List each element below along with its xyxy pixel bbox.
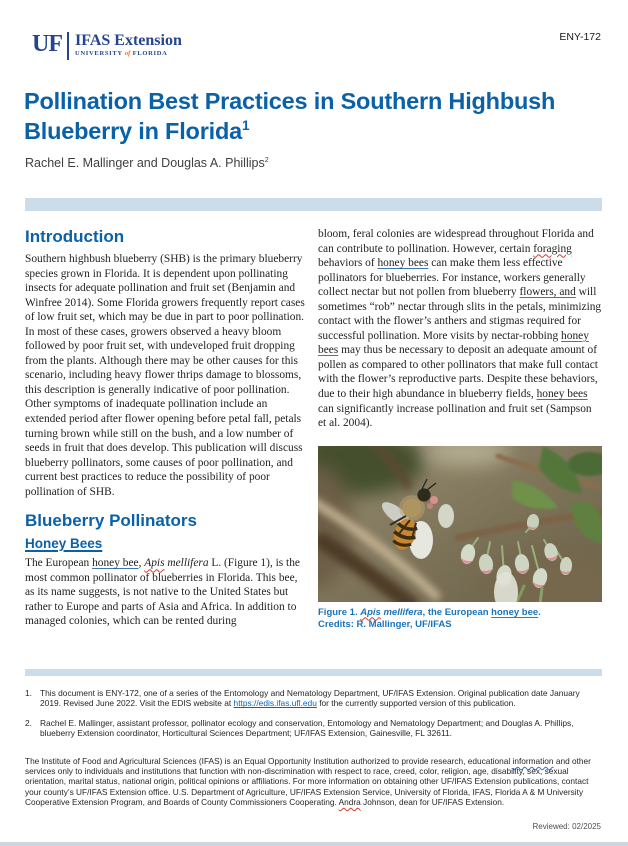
authors-line xyxy=(25,156,269,170)
text-segment: This document is ENY-172, one of a series of the Entomology and Nematology Department, UF/IFAS Extension. Original publication date January 2019. Revised June 2022. Visit the EDIS website at xyxy=(40,688,580,709)
text-segment: may thus be necessary to deposit an adequate amount of pollen as compared to other pollinators that make full contact with the flower’s reproductive parts. Despite these behaviors, due to their high abundance in blueberry fields, xyxy=(318,344,598,401)
text-segment: Apis xyxy=(144,557,165,570)
text-segment: , the European xyxy=(422,606,492,618)
inline-link[interactable]: flowers, and xyxy=(519,286,576,299)
text-segment: can make them less effective pollinators for blueberries. For instance, workers generally collect nectar but not pollen from blueberry xyxy=(318,257,586,299)
text-segment: Johnson, dean for UF/IFAS Extension. xyxy=(360,796,505,807)
text-segment: can significantly increase pollination and fruit set (Sampson et al. 2004). xyxy=(318,402,592,430)
uf-ifas-logo xyxy=(32,32,182,60)
figure1-photo-bee-on-blueberry-flowers xyxy=(318,446,602,602)
footnote-separator-band xyxy=(25,669,602,676)
text-segment: Southern highbush blueberry (SHB) is the primary blueberry species grown in Florida. It is dependent upon pollinating insects for adequate pollination and fruit set (Benjamin and Winfree 2014). Some Florida growers frequently report cases of low fruit set, which may be due in part to poor pollination. In most of these cases, growers observed a heavy bloom followed by poor fruit set, with undeveloped fruit dropping from the plants. Although there may be other causes for this scenario, including heavy flower thrips damage to blossoms, this description is generally indicative of poor pollination. Other symptoms of inadequate pollination include an extended period after flower opening before petal fall, petals turning brown while still on the bush, and a low number of seeds in fruit that does develop. This publication will discuss blueberry pollinators, some causes of poor pollination, and current best practices to reduce the possibility of poor pollination of SHB. xyxy=(25,253,305,498)
text-segment: foraging xyxy=(533,242,572,255)
blueberry-pollinators-heading: Blueberry Pollinators xyxy=(25,511,197,531)
continuation-paragraph xyxy=(318,227,602,431)
text-segment: L. (Figure 1), is the most common pollinator of blueberries in Florida. This bee, as its name suggests, is not native to the United States but rather to Europe and parts of Asia and Africa. In addition to managed colonies, which can be rented during xyxy=(25,557,300,628)
text-segment: Andra xyxy=(338,796,361,807)
logo-university-label: UNIVERSITY of FLORIDA xyxy=(75,50,168,57)
text-segment: , xyxy=(138,557,145,570)
page-title xyxy=(24,86,596,146)
text-segment: The European xyxy=(25,557,93,570)
text-segment: Pollination Best Practices in Southern Highbush Blueberry in Florida xyxy=(24,88,556,144)
figure1-credits: Credits: R. Mallinger, UF/IFAS xyxy=(318,619,452,631)
text-segment: mellifera xyxy=(383,606,423,618)
bottom-page-band xyxy=(0,842,628,846)
ifas-boilerplate xyxy=(25,756,602,807)
footnote-1-number: 1. xyxy=(25,688,32,698)
uf-logo-mark: UF xyxy=(32,31,62,57)
title-separator-band xyxy=(25,198,602,211)
logo-divider xyxy=(67,32,69,60)
text-segment: and other services only to individuals and institutions that function with non-discrimination with respect to race, creed, color, religion, age, disability, sex, sexual orientation, marital status, national origin, political opinions or affiliations. For more information on obtaining other UF/IFAS Extension publications, contact your county’s UF/IFAS Extension office. U.S. Department of Agriculture, UF/IFAS Extension Service, University of Florida, IFAS, Florida A & M University Cooperative Extension Program, and Boards of County Commissioners Cooperating. xyxy=(25,756,591,807)
footnote-1-text xyxy=(40,688,602,709)
text-segment: behaviors of xyxy=(318,257,378,270)
text-segment: for the currently supported version of this publication. xyxy=(316,698,516,709)
document-number: ENY-172 xyxy=(559,31,601,43)
honey-bees-paragraph xyxy=(25,556,305,629)
inline-link[interactable]: honey bees xyxy=(377,257,429,270)
footnote-1 xyxy=(25,688,602,709)
text-segment: bloom, feral colonies are widespread throughout Florida and can contribute to pollination. However, certain xyxy=(318,228,594,255)
figure1-caption xyxy=(318,607,602,620)
text-segment: . xyxy=(538,606,541,618)
inline-link[interactable]: honey bees xyxy=(318,329,589,357)
footnote-2 xyxy=(25,718,602,739)
reviewed-date: Reviewed: 02/2025 xyxy=(532,822,601,831)
text-segment: will sometimes “rob” nectar through slits in the petals, minimizing contact with the flower’s anthers and stigmas required for successful pollination. More visits by nectar-robbing xyxy=(318,286,602,342)
text-segment: The Institute of Food and Agricultural Sciences (IFAS) is an Equal Opportunity Institution authorized to provide research, educational xyxy=(25,756,513,766)
inline-link[interactable]: honey bees xyxy=(536,388,588,401)
text-segment: information xyxy=(512,756,554,766)
text-segment: Apis xyxy=(360,606,381,618)
introduction-heading: Introduction xyxy=(25,227,125,246)
logo-division-label: IFAS Extension xyxy=(75,32,182,49)
text-segment: mellifera xyxy=(167,557,209,570)
text-segment: 2 xyxy=(264,154,269,164)
honey-bees-subheading: Honey Bees xyxy=(25,536,103,552)
footnote-2-text xyxy=(40,718,602,739)
right-column xyxy=(318,227,602,632)
inline-link[interactable]: honey bee xyxy=(92,557,139,570)
text-segment: Figure 1. xyxy=(318,606,361,618)
text-segment: 1 xyxy=(242,118,250,134)
inline-link[interactable]: https://edis.ifas.ufl.edu xyxy=(233,698,317,709)
text-segment: Rachel E. Mallinger and Douglas A. Phillips xyxy=(25,156,265,170)
footnotes xyxy=(25,688,602,748)
introduction-paragraph xyxy=(25,252,305,499)
inline-link[interactable]: honey bee xyxy=(491,606,539,618)
text-segment: Rachel E. Mallinger, assistant professor, pollinator ecology and conservation, Entomology and Nematology Department; and Douglas A. Phillips, blueberry Extension coordinator, Horticultural Sciences Department; UF/IFAS Extension, Gainesville, FL 32611. xyxy=(40,717,574,739)
footnote-2-number: 2. xyxy=(25,717,32,728)
left-column xyxy=(25,227,305,629)
